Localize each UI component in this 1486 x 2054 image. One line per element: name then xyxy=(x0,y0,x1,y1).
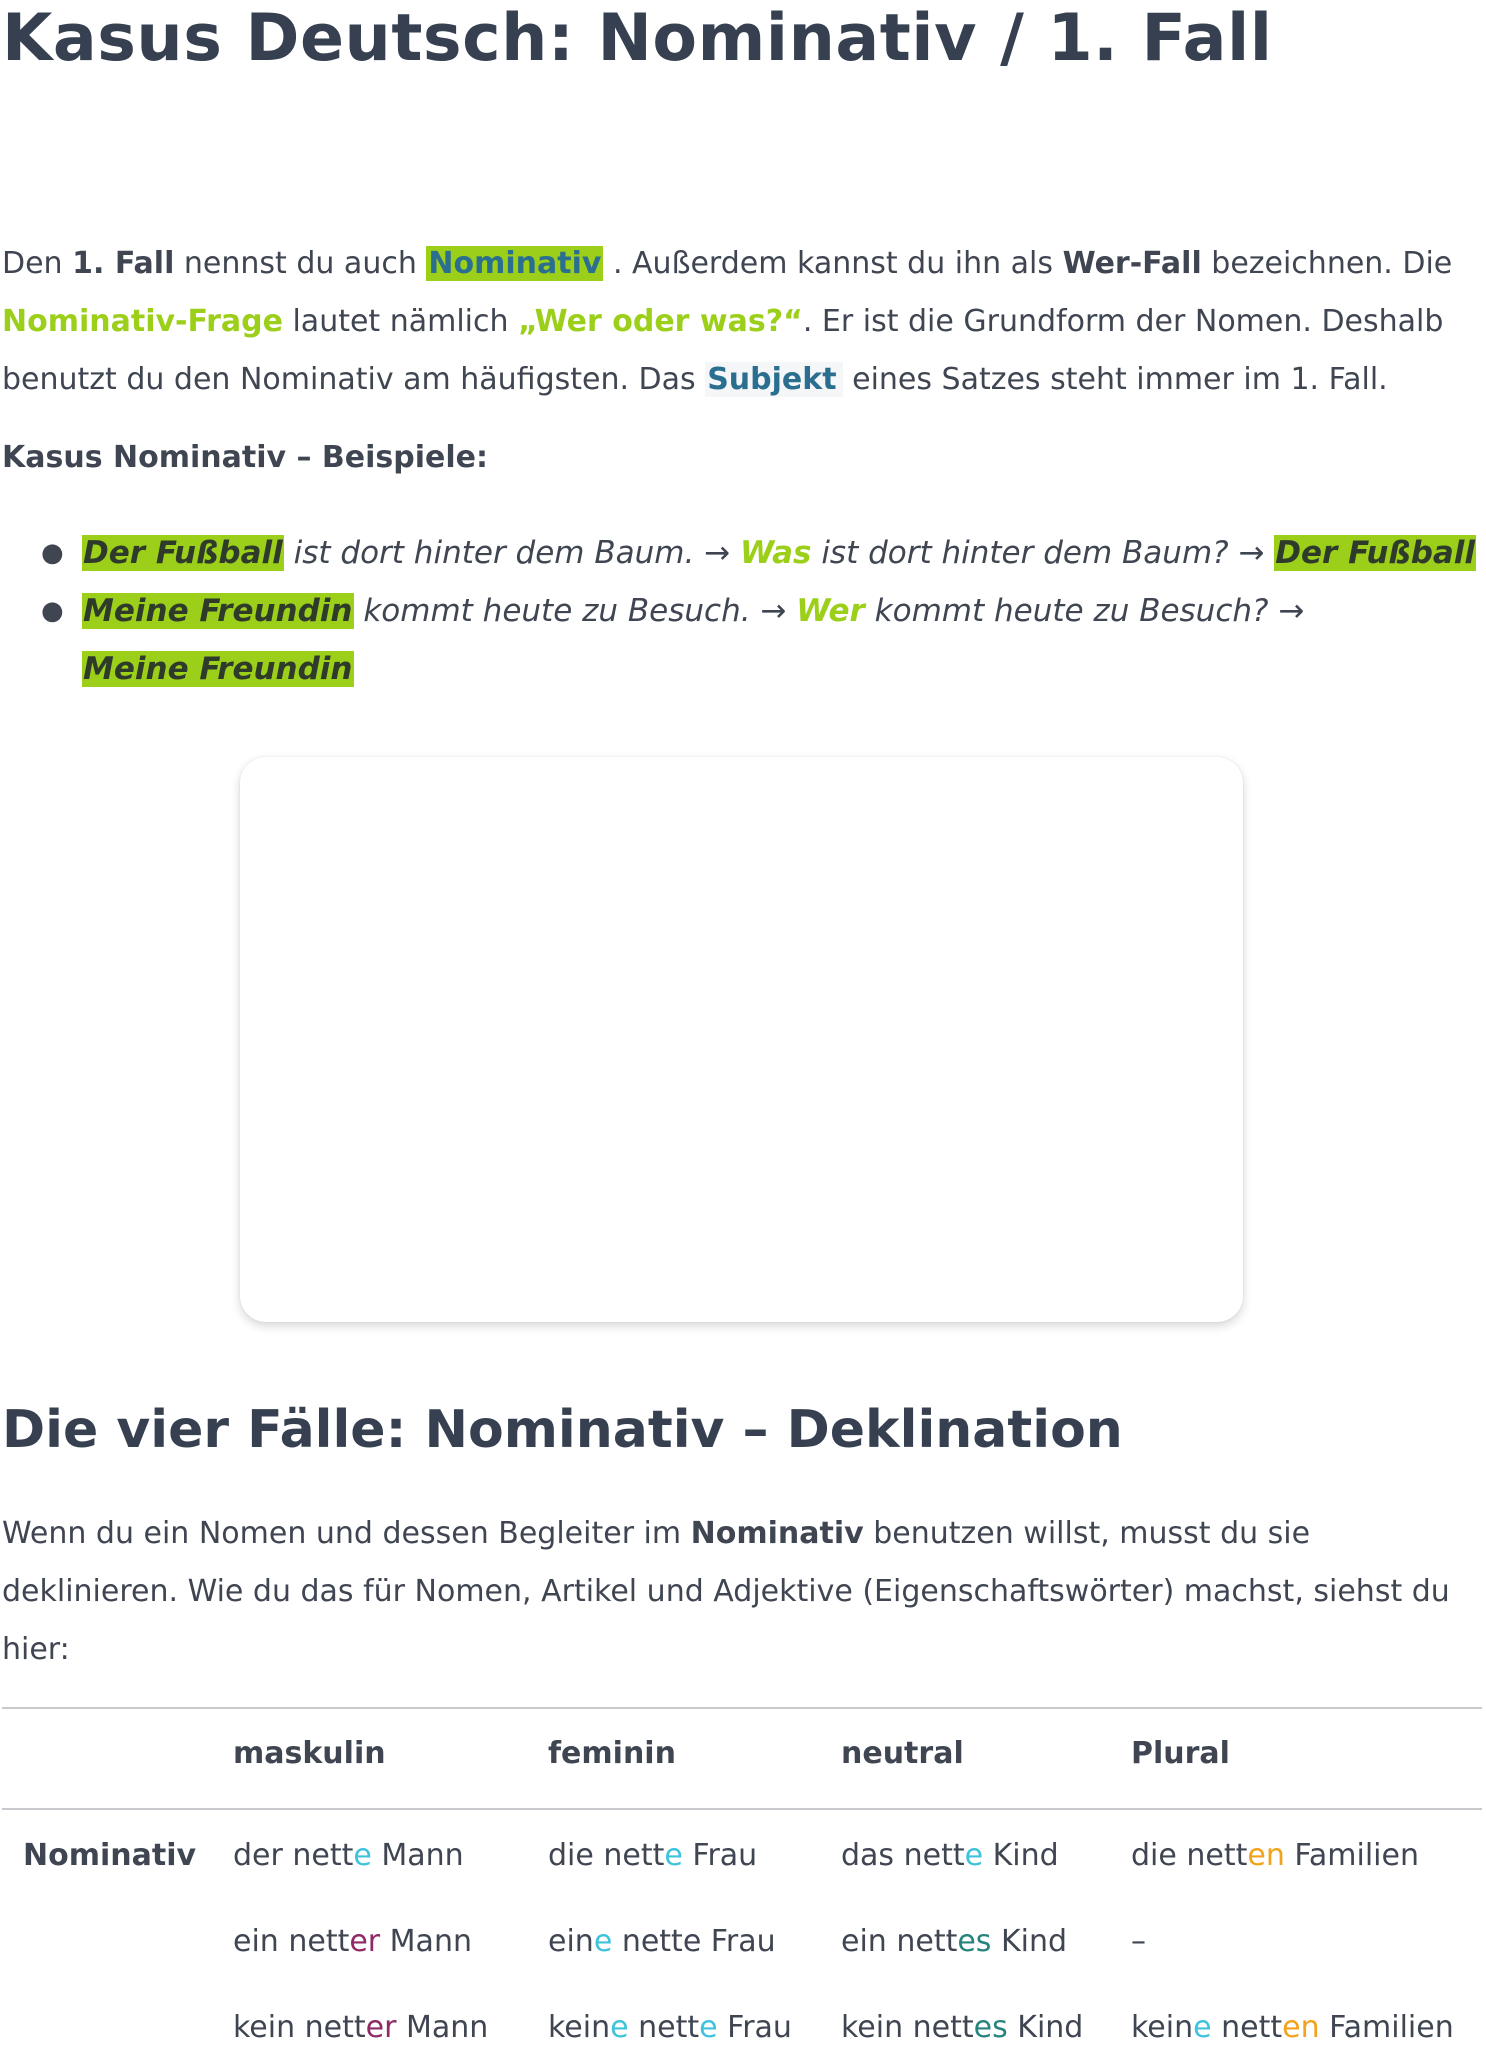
intro-bold-fall: 1. Fall xyxy=(72,246,175,281)
table-top-border xyxy=(2,1707,1482,1709)
cell-text: der nett xyxy=(233,1838,354,1873)
declension-ending: e xyxy=(664,1838,683,1873)
list-item xyxy=(41,582,1382,698)
example-text: ist dort hinter dem Baum. → xyxy=(283,535,740,571)
declension-ending: er xyxy=(365,2010,397,2045)
cell-text: nett xyxy=(628,2010,700,2045)
cell-text: – xyxy=(1131,1924,1146,1959)
declension-ending: es xyxy=(957,1924,992,1959)
example-answer: Der Fußball xyxy=(1275,535,1476,571)
examples-heading: Kasus Nominativ – Beispiele: xyxy=(2,440,489,475)
cell-text: ein nett xyxy=(233,1924,350,1959)
col-header-plural: Plural xyxy=(1131,1736,1230,1771)
table-cell xyxy=(1131,2010,1454,2045)
col-header-feminin: feminin xyxy=(548,1736,676,1771)
cell-text: nette Frau xyxy=(612,1924,776,1959)
example-text: ist dort hinter dem Baum? → xyxy=(811,535,1275,571)
cell-text: Kind xyxy=(1007,2010,1084,2045)
section-paragraph xyxy=(2,1505,1462,1679)
intro-text: lautet nämlich xyxy=(282,304,519,339)
cell-text: Familien xyxy=(1284,1838,1419,1873)
wer-oder-was-highlight: „Wer oder was?“ xyxy=(518,304,803,339)
table-cell xyxy=(233,1924,472,1959)
table-cell xyxy=(1131,1838,1419,1873)
declension-ending: e xyxy=(610,2010,629,2045)
col-header-maskulin: maskulin xyxy=(233,1736,386,1771)
section-text: benutzen willst, musst du sie deklinieren. Wie du das für Nomen, Artikel und Adjektive (Eigenschaftswörter) machst, siehst du hier: xyxy=(2,1516,1450,1667)
bullet-icon: ● xyxy=(41,596,64,626)
intro-text: bezeichnen. Die xyxy=(1201,246,1453,281)
declension-ending: e xyxy=(353,1838,372,1873)
row-label-nominativ: Nominativ xyxy=(23,1838,197,1873)
nominativ-frage-link[interactable]: Nominativ-Frage xyxy=(2,304,283,339)
cell-text: Familien xyxy=(1319,2010,1454,2045)
declension-ending: en xyxy=(1282,2010,1320,2045)
example-subject: Der Fußball xyxy=(83,535,283,571)
section-text: Wenn du ein Nomen und dessen Begleiter im xyxy=(2,1516,691,1551)
list-item xyxy=(41,524,1482,582)
intro-text: nennst du auch xyxy=(174,246,427,281)
declension-ending: e xyxy=(699,2010,718,2045)
intro-text: eines Satzes steht immer im 1. Fall. xyxy=(842,362,1388,397)
bullet-icon: ● xyxy=(41,538,64,568)
examples-list xyxy=(0,524,1482,698)
cell-text: die nett xyxy=(548,1838,665,1873)
table-cell xyxy=(841,1838,1059,1873)
cell-text: ein nett xyxy=(841,1924,958,1959)
cell-text: Kind xyxy=(991,1924,1068,1959)
col-header-neutral: neutral xyxy=(841,1736,964,1771)
table-cell xyxy=(233,2010,488,2045)
video-player[interactable] xyxy=(240,757,1243,1322)
intro-bold-werfall: Wer-Fall xyxy=(1062,246,1202,281)
declension-ending: e xyxy=(593,1924,613,1959)
table-cell xyxy=(548,1924,776,1959)
page-title: Kasus Deutsch: Nominativ / 1. Fall xyxy=(2,1,1273,76)
example-answer: Meine Freundin xyxy=(83,651,353,687)
table-cell xyxy=(841,2010,1083,2045)
intro-text: . Außerdem kannst du ihn als xyxy=(603,246,1063,281)
intro-text: benutzt du den Nominativ am häufigsten. Das xyxy=(2,362,706,397)
cell-text: Mann xyxy=(380,1924,472,1959)
cell-text: das nett xyxy=(841,1838,965,1873)
nominativ-link[interactable]: Nominativ xyxy=(428,246,602,281)
table-header-border xyxy=(2,1808,1482,1810)
intro-text: . Er ist die Grundform der Nomen. Deshalb xyxy=(802,304,1444,339)
example-question: Was xyxy=(740,535,812,571)
table-cell xyxy=(548,2010,792,2045)
example-question: Wer xyxy=(796,593,865,629)
cell-text: kein nett xyxy=(841,2010,974,2045)
table-cell xyxy=(841,1924,1067,1959)
cell-text: nett xyxy=(1211,2010,1283,2045)
table-cell xyxy=(1131,1924,1146,1959)
cell-text: die nett xyxy=(1131,1838,1248,1873)
example-subject: Meine Freundin xyxy=(83,593,353,629)
section-bold-nominativ: Nominativ xyxy=(690,1516,864,1551)
declension-ending: en xyxy=(1247,1838,1285,1873)
cell-text: Frau xyxy=(682,1838,758,1873)
declension-ending: e xyxy=(1193,2010,1212,2045)
example-text: kommt heute zu Besuch? → xyxy=(864,593,1305,629)
cell-text: ein xyxy=(548,1924,594,1959)
cell-text: Frau xyxy=(717,2010,792,2045)
intro-text: Den xyxy=(2,246,73,281)
subjekt-link[interactable]: Subjekt xyxy=(705,362,842,397)
table-cell xyxy=(233,1838,464,1873)
cell-text: kein xyxy=(548,2010,611,2045)
cell-text: kein nett xyxy=(233,2010,366,2045)
declension-ending: er xyxy=(349,1924,381,1959)
cell-text: Kind xyxy=(983,1838,1059,1873)
example-text: kommt heute zu Besuch. → xyxy=(353,593,797,629)
cell-text: Mann xyxy=(371,1838,464,1873)
declension-ending: e xyxy=(964,1838,984,1873)
section-heading: Die vier Fälle: Nominativ – Deklination xyxy=(2,1400,1123,1460)
cell-text: kein xyxy=(1131,2010,1194,2045)
cell-text: Mann xyxy=(396,2010,489,2045)
declension-ending: es xyxy=(973,2010,1008,2045)
table-cell xyxy=(548,1838,757,1873)
intro-paragraph xyxy=(2,235,1462,409)
